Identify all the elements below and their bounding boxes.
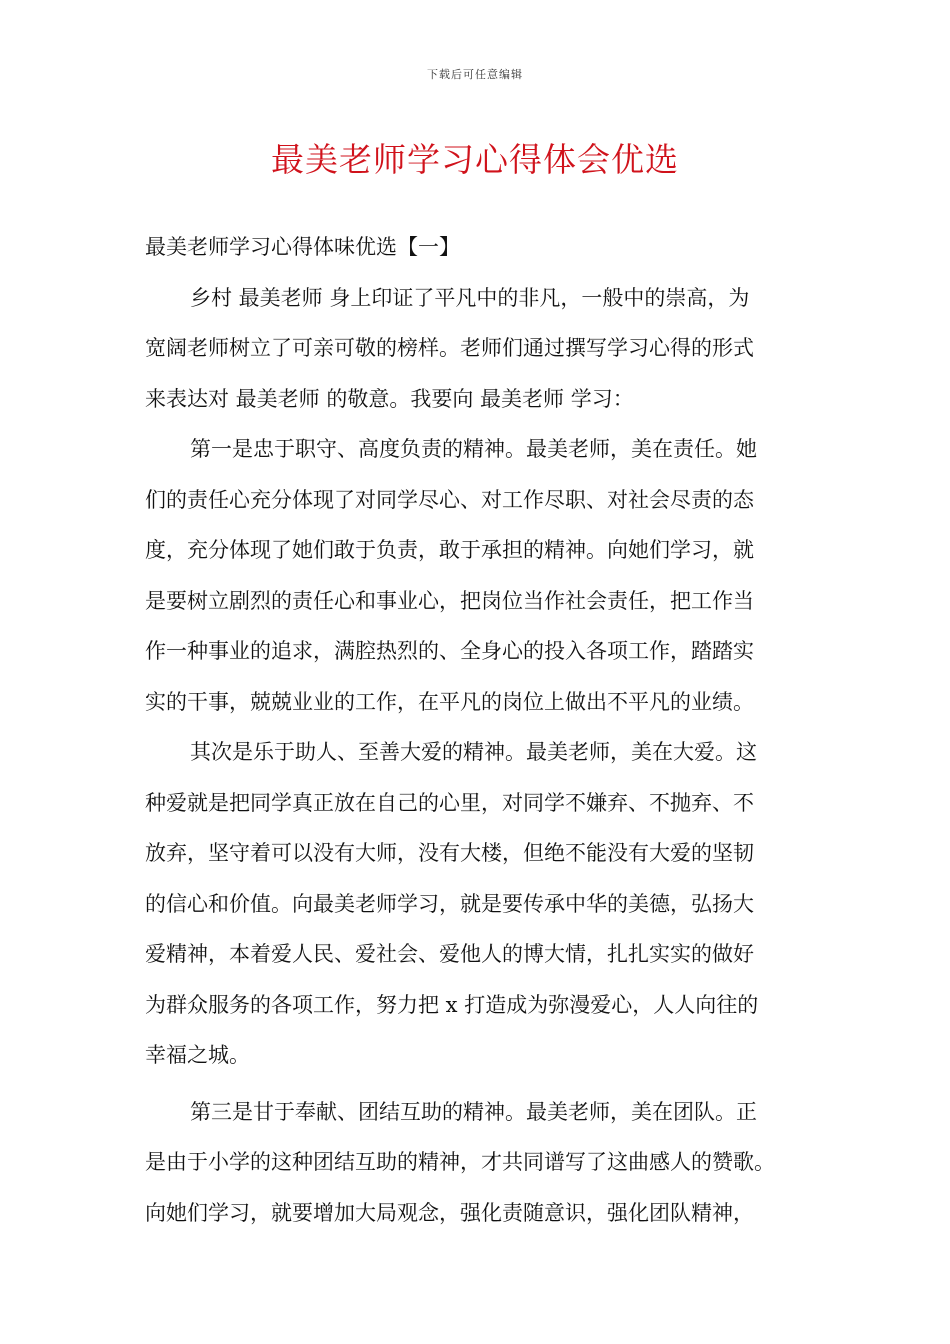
paragraph-line: 第三是甘于奉献、团结互助的精神。最美老师，美在团队。正 [190,1099,757,1124]
paragraph-line: 爱精神，本着爱人民、爱社会、爱他人的博大情，扎扎实实的做好 [145,942,754,966]
paragraph-line: 是要树立剧烈的责任心和事业心，把岗位当作社会责任，把工作当 [145,588,754,613]
paragraph-line: 为群众服务的各项工作，努力把 x 打造成为弥漫爱心，人人向往的 [145,992,759,1017]
document-body [145,222,810,1238]
paragraph-line: 的信心和价值。向最美老师学习，就是要传承中华的美德，弘扬大 [145,891,754,916]
paragraph-line: 来表达对 最美老师 的敬意。我要向 最美老师 学习： [145,386,634,411]
section-heading: 最美老师学习心得体味优选【一】 [145,235,460,259]
paragraph-line: 第一是忠于职守、高度负责的精神。最美老师，美在责任。她 [190,437,757,461]
paragraph-line: 实的干事，兢兢业业的工作，在平凡的岗位上做出不平凡的业绩。 [145,689,754,714]
paragraph-line: 们的责任心充分体现了对同学尽心、对工作尽职、对社会尽责的态 [145,487,754,512]
paragraph-line: 度，充分体现了她们敢于负责，敢于承担的精神。向她们学习，就 [145,538,754,562]
header-note: 下载后可任意编辑 [427,68,523,81]
paragraph-line: 宽阔老师树立了可亲可敬的榜样。老师们通过撰写学习心得的形式 [145,336,754,360]
paragraph-line: 幸福之城。 [145,1043,250,1067]
paragraph-line: 种爱就是把同学真正放在自己的心里，对同学不嫌弃、不抛弃、不 [145,790,754,815]
paragraph-line: 其次是乐于助人、至善大爱的精神。最美老师，美在大爱。这 [190,740,757,764]
paragraph-line: 乡村 最美老师 身上印证了平凡中的非凡，一般中的崇高，为 [190,285,750,310]
paragraph-line: 作一种事业的追求，满腔热烈的、全身心的投入各项工作，踏踏实 [145,639,754,663]
paragraph-line: 放弃，坚守着可以没有大师，没有大楼，但绝不能没有大爱的坚韧 [145,841,754,865]
document-title: 最美老师学习心得体会优选 [271,140,679,179]
paragraph-line: 向她们学习，就要增加大局观念，强化责随意识，强化团队精神， [145,1200,754,1225]
paragraph-line: 是由于小学的这种团结互助的精神，才共同谱写了这曲感人的赞歌。 [145,1150,775,1174]
